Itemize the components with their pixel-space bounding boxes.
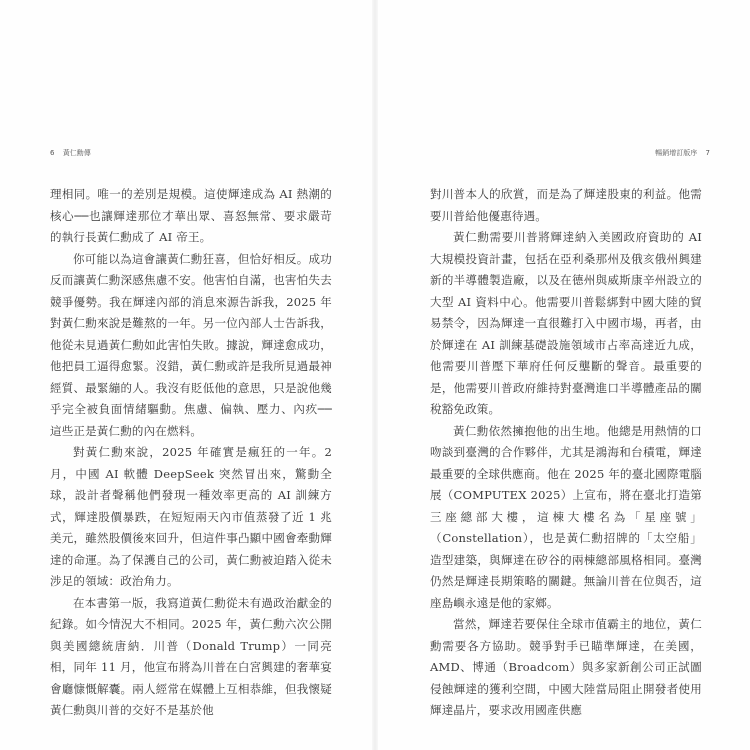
paragraph: 對黃仁勳來說，2025 年確實是瘋狂的一年。2 月，中國 AI 軟體 DeepSeek 突然冒出來，驚動全球，設計者聲稱他們發現一種效率更高的 AI 訓練方式，輝達股價暴跌，在短短兩天內市值蒸發了近 1 兆美元，雖然股價後來回升，但這件事凸顯中國會牽動輝達的命運。為了保護自己的公司，黃仁勳被迫踏入從未涉足的領域：政治角力。 bbox=[50, 445, 332, 588]
right-page-number: 7 bbox=[705, 149, 710, 157]
right-page-text bbox=[430, 184, 702, 722]
paragraph: 黃仁勳需要川普將輝達納入美國政府資助的 AI 大規模投資計畫，包括在亞利桑那州及俄亥俄州興建新的半導體製造廠，以及在德州與威斯康辛州設立的大型 AI 資料中心。他需要川普鬆綁對中國大陸的貿易禁令，因為輝達一直很難打入中國市場，再者，由於輝達在 AI 訓練基礎設施領域市占率高達近九成，他需要川普壓下華府任何反壟斷的聲音。最重要的是，他需要川普政府維持對臺灣進口半導體產品的關稅豁免政策。 bbox=[430, 230, 702, 416]
right-running-head bbox=[655, 148, 710, 158]
paragraph: 當然，輝達若要保住全球市值霸主的地位，黃仁勳需要各方協助。競爭對手已瞄準輝達，在美國，AMD、博通（Broadcom）與多家新創公司正試圖侵蝕輝達的獲利空間，中國大陸當局阻止開發者使用輝達晶片，要求改用國產供應 bbox=[430, 617, 702, 717]
left-book-title: 黃仁勳傳 bbox=[62, 149, 91, 157]
paragraph: 你可能以為這會讓黃仁勳狂喜，但恰好相反。成功反而讓黃仁勳深感焦慮不安。他害怕自滿，也害怕失去競爭優勢。我在輝達內部的消息來源告訴我，2025 年對黃仁勳來說是難熬的一年。另一位內部人士告訴我，他從未見過黃仁勳如此害怕失敗。據說，輝達愈成功，他把員工逼得愈緊。沒錯，黃仁勳或許是我所見過最神經質、最緊繃的人。我沒有貶低他的意思，只是說他幾乎完全被負面情緒驅動。焦慮、偏執、壓力、內疚──這些正是黃仁勳的內在燃料。 bbox=[50, 251, 332, 438]
right-chapter-title: 暢銷增訂版序 bbox=[655, 149, 698, 157]
left-running-head bbox=[50, 148, 91, 158]
paragraph: 理相同。唯一的差別是規模。這使輝達成為 AI 熱潮的核心──也讓輝達那位才華出眾、喜怒無常、要求嚴苛的執行長黃仁勳成了 AI 帝王。 bbox=[50, 187, 332, 244]
book-gutter bbox=[372, 0, 378, 750]
paragraph: 在本書第一版，我寫道黃仁勳從未有過政治獻金的紀錄。如今情況大不相同。2025 年，黃仁勳六次公開與美國總統唐納．川普（Donald Trump）一同亮相，同年 11 月，他宣布將為川普在白宮興建的奢華宴會廳慷慨解囊。兩人經常在媒體上互相恭維，但我懷疑黃仁勳與川普的交好不是基於他 bbox=[50, 595, 332, 717]
paragraph: 對川普本人的欣賞，而是為了輝達股東的利益。他需要川普給他優惠待遇。 bbox=[430, 187, 702, 223]
paragraph: 黃仁勳依然擁抱他的出生地。他總是用熱情的口吻談到臺灣的合作夥伴，尤其是鴻海和台積電，輝達最重要的全球供應商。他在 2025 年的臺北國際電腦展（COMPUTEX 2025）上宣布，將在臺北打造第三座總部大樓，這棟大樓名為「星座號」（Constellation），也是黃仁勳招牌的「太空船」造型建築，與輝達在矽谷的兩棟總部風格相同。臺灣仍然是輝達長期策略的關鍵。無論川普在位與否，這座島嶼永遠是他的家鄉。 bbox=[430, 423, 702, 610]
left-page-number: 6 bbox=[50, 149, 55, 157]
left-page-text bbox=[50, 184, 332, 722]
